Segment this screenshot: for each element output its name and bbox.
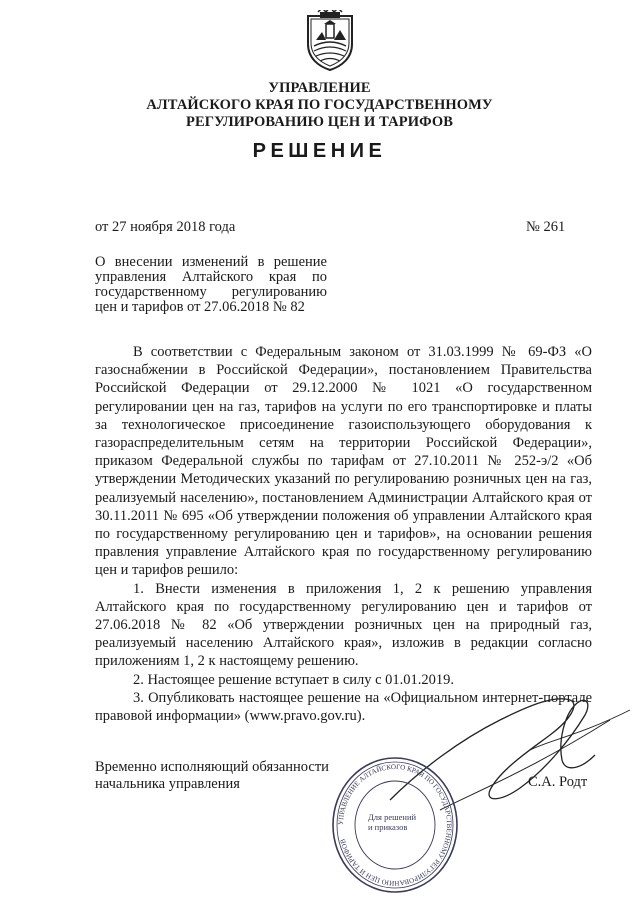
subject-line: государственному регулированию xyxy=(95,284,327,300)
resolution-item-1: 1. Внести изменения в приложения 1, 2 к решению управления Алтайского края по государственному регулированию цен и тарифов от 27.06.2018 № 82 «Об утверждении розничных цен на природный газ, реализуемый населению Алтайского края», изложив в редакции согласно приложениям 1, 2 к настоящему решению. xyxy=(95,580,592,670)
document-title: РЕШЕНИЕ xyxy=(252,140,387,162)
organization-name-line1: УПРАВЛЕНИЕ xyxy=(268,80,371,96)
signer-position-line: Временно исполняющий обязанности xyxy=(95,759,329,775)
document-body xyxy=(95,343,592,725)
organization-name-line3: РЕГУЛИРОВАНИЮ ЦЕН И ТАРИФОВ xyxy=(186,114,453,130)
stamp-label xyxy=(368,812,438,832)
subject-line: цен и тарифов от 27.06.2018 № 82 xyxy=(95,299,305,315)
signer-position xyxy=(95,759,355,793)
signer-name: С.А. Родт xyxy=(528,774,588,790)
stamp-label-line: Для решений xyxy=(368,812,417,822)
coat-of-arms-icon xyxy=(302,10,358,72)
document-date: от 27 ноября 2018 года xyxy=(95,219,236,235)
document-number: № 261 xyxy=(526,219,566,235)
stamp-ring-text: УПРАВЛЕНИЕ АЛТАЙСКОГО КРАЯ ПО ГОСУДАРСТВЕННОМУ РЕГУЛИРОВАНИЮ ЦЕН И ТАРИФОВ xyxy=(336,762,454,888)
resolution-item-2: 2. Настоящее решение вступает в силу с 01.01.2019. xyxy=(133,671,455,688)
preamble-paragraph: В соответствии с Федеральным законом от 31.03.1999 № 69-ФЗ «О газоснабжении в Российской Федерации», постановлением Правительства Российской Федерации от 29.12.2000 № 1021 «О государственном регулировании цен на газ, тарифов на услуги по его транспортировке и платы за технологическое присоединение газоиспользующего оборудования к газораспределительным сетям на территории Российской Федерации», приказом Федеральной службы по тарифам от 27.10.2011 № 252-э/2 «Об утверждении Методических указаний по регулированию розничных цен на газ, реализуемый населению», постановлением Администрации Алтайского края от 30.11.2011 № 695 «Об утверждении положения об управлении Алтайского края по государственному регулированию цен и тарифов», на основании решения правления управление Алтайского края по государственному регулированию цен и тарифов решило: xyxy=(95,344,592,579)
resolution-item-3: 3. Опубликовать настоящее решение на «Официальном интернет-портале правовой информации» (www.pravo.gov.ru). xyxy=(95,689,592,725)
subject-line: О внесении изменений в решение xyxy=(95,254,327,270)
subject-line: управления Алтайского края по xyxy=(95,269,327,285)
document-subject xyxy=(95,255,327,315)
organization-name-line2: АЛТАЙСКОГО КРАЯ ПО ГОСУДАРСТВЕННОМУ xyxy=(146,97,493,113)
stamp-label-line: и приказов xyxy=(368,822,408,832)
signer-position-line: начальника управления xyxy=(95,776,240,792)
